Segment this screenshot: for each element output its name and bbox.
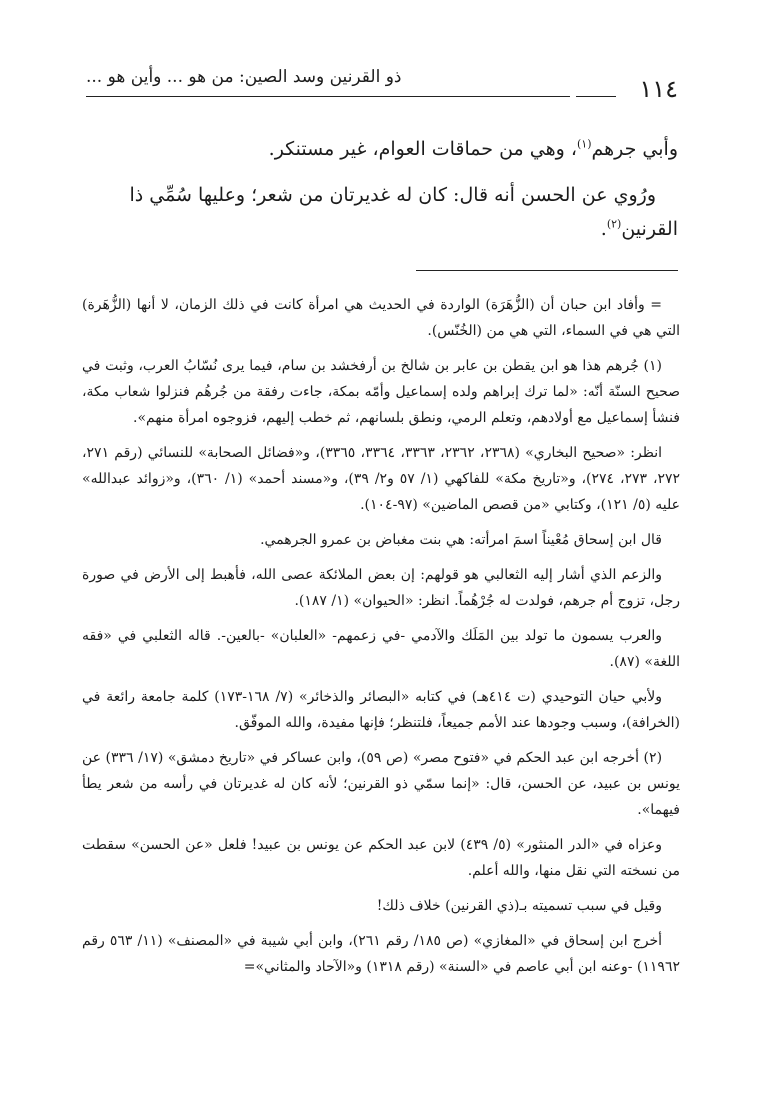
- footnote-2-note: أخرج ابن إسحاق في «المغازي» (ص ١٨٥/ رقم ٢٦١)، وابن أبي شيبة في «المصنف» (١١/ ٥٦٣ رقم ١١٩٦٢) -وعنه ابن أبي عاصم في «السنة» (رقم ١٣١٨) و«الآحاد والمثاني»=: [82, 933, 680, 975]
- footnote-2-note: وقيل في سبب تسميته بـ(ذي القرنين) خلاف ذلك!: [376, 898, 662, 914]
- footnotes: [82, 292, 680, 989]
- main-text-span: القرنين: [621, 218, 678, 240]
- running-header: [86, 62, 678, 102]
- main-text-span: ورُوي عن الحسن أنه قال: كان له غديرتان من شعر؛ وعليها سُمِّي ذا: [129, 184, 656, 206]
- main-text-span: .: [600, 218, 607, 240]
- footnote-1: (١) جُرهم هذا هو ابن يقطن بن عابر بن شالخ بن أرفخشد بن سام، فيما يرى نُسّابُ العرب، وثبت في صحيح السنّة أنّه: «لما ترك إبراهم ولده إسماعيل وأمّه بمكة، جاءت رفقة من جُرهُم فنزلوا شعاب مكة، فنشأ إسماعيل مع أولادهم، وتعلم الرمي، ونطق بلسانهم، ثم خطب إليهم، فزوجوه امرأة منهم».: [82, 358, 680, 426]
- footnote-1-note: ولأبي حيان التوحيدي (ت ٤١٤هـ) في كتابه «البصائر والذخائر» (٧/ ١٦٨-١٧٣) كلمة جامعة رائعة في (الخرافة)، وسبب وجودها عند الأمم جميعاً، فلتنظر؛ فإنها مفيدة، والله الموفّق.: [82, 689, 680, 731]
- main-text-span: وأبي جرهم: [591, 138, 678, 160]
- footnote-ref-1: (١): [576, 137, 592, 151]
- main-paragraph-1: [86, 130, 678, 168]
- main-paragraph-2-cont: [86, 210, 678, 248]
- footnote-ref-2: (٢): [606, 217, 622, 231]
- running-title: ذو القرنين وسد الصين: من هو ... وأين هو ...: [86, 67, 402, 87]
- footnote-1-note: والزعم الذي أشار إليه الثعالبي هو قولهم: إن بعض الملائكة عصى الله، فأهبط إلى الأرض في صورة رجل، تزوج أم جرهم، فولدت له جُرْهُماً. انظر: «الحيوان» (١/ ١٨٧).: [82, 567, 680, 609]
- footnote-2-note: وعزاه في «الدر المنثور» (٥/ ٤٣٩) لابن عبد الحكم عن يونس بن عبيد! فلعل «عن الحسن» سقطت من نسخته التي نقل منها، والله أعلم.: [82, 837, 680, 879]
- main-text: [86, 130, 678, 256]
- page-number-dash: [576, 96, 616, 97]
- header-rule: [86, 96, 570, 97]
- page-number: ١١٤: [639, 75, 678, 103]
- footnote-1-note: والعرب يسمون ما تولد بين المَلَك والآدمي -في زعمهم- «العلبان» -بالعين-. قاله الثعلبي في «فقه اللغة» (٨٧).: [82, 628, 680, 670]
- footnote-2: (٢) أخرجه ابن عبد الحكم في «فتوح مصر» (ص ٥٩)، وابن عساكر في «تاريخ دمشق» (١٧/ ٣٣٦) عن يونس بن عبيد، عن الحسن، قال: «إنما سمّي ذو القرنين؛ لأنه كان له غديرتان في رأسه من شعر يطأ فيهما».: [82, 750, 680, 818]
- footnote-1-note: قال ابن إسحاق مُعْيناً اسمَ امرأته: هي بنت مغباض بن عمرو الجرهمي.: [260, 532, 662, 548]
- footnote-1-references: انظر: «صحيح البخاري» (٢٣٦٨، ٢٣٦٢، ٣٣٦٣، ٣٣٦٤، ٣٣٦٥)، و«فضائل الصحابة» للنسائي (رقم ٢٧١، ٢٧٢، ٢٧٣، ٢٧٤)، و«تاريخ مكة» للفاكهي (١/ ٥٧ و٢/ ٣٩)، و«مسند أحمد» (١/ ٣٦٠)، و«زوائد عبدالله» عليه (٥/ ١٢١)، وكتابي «من قصص الماضين» (٩٧-١٠٤).: [82, 445, 681, 513]
- footnote-separator: [416, 270, 678, 271]
- main-text-span: ، وهي من حماقات العوام، غير مستنكر.: [268, 138, 577, 160]
- main-paragraph-2: [86, 176, 678, 214]
- footnote-continuation: = وأفاد ابن حبان أن (الزُّهَرَة) الواردة في الحديث هي امرأة كانت في ذلك الزمان، لا أنها (الزُّهَرة) التي هي في السماء، التي هي من (الخُنّس).: [82, 297, 680, 339]
